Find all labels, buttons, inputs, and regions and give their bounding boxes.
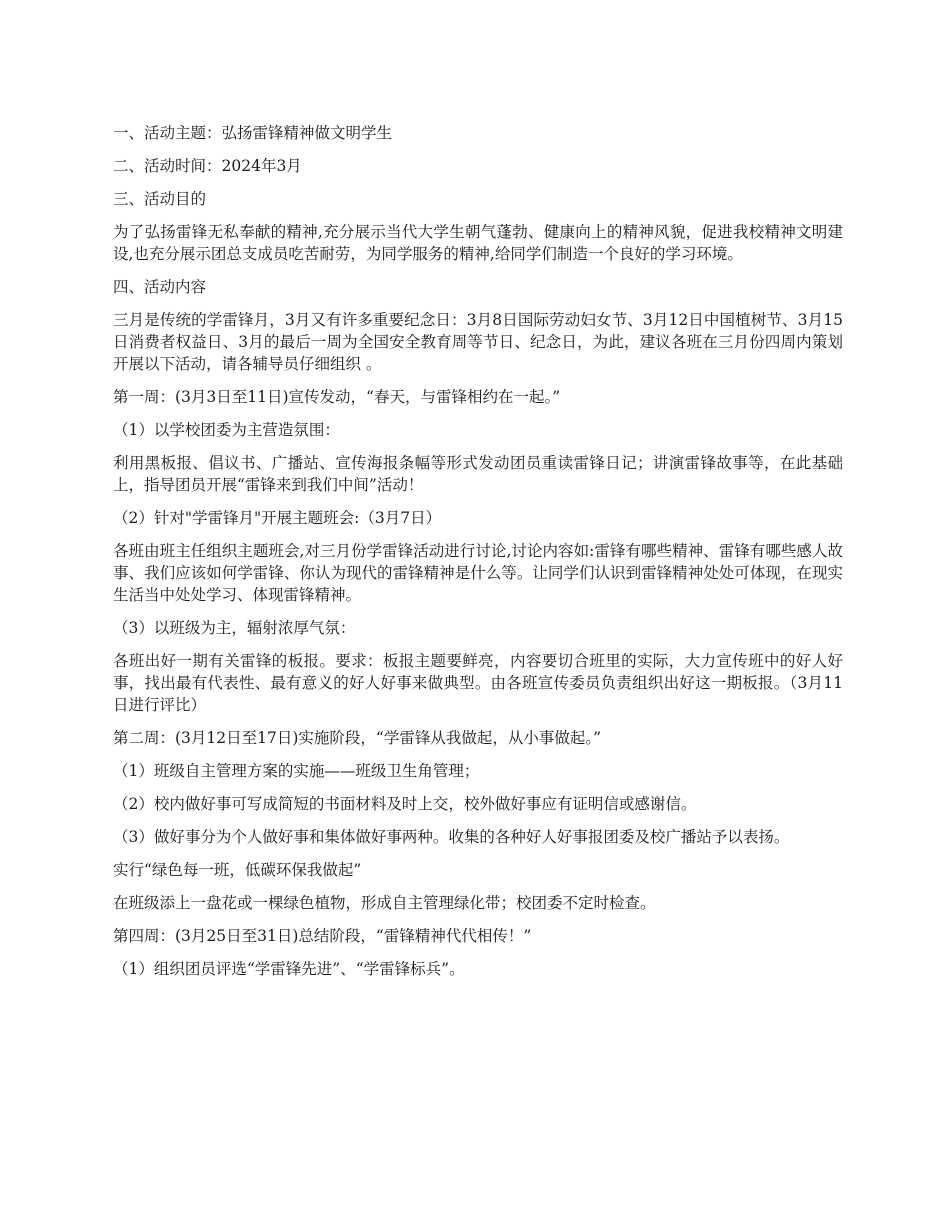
activity-purpose-text: 为了弘扬雷锋无私奉献的精神,充分展示当代大学生朝气蓬勃、健康向上的精神风貌，促进我校精神文明建设,也充分展示团总支成员吃苦耐劳，为同学服务的精神,给同学们制造一个良好的学习环境。 — [113, 223, 843, 263]
week-one-heading: 第一周：(3月3日至11日)宣传发动，“春天，与雷锋相约在一起。” — [113, 388, 561, 406]
green-class-heading: 实行“绿色每一班，低碳环保我做起” — [113, 861, 362, 879]
week-one-item-1-text: 利用黑板报、倡议书、广播站、宣传海报条幅等形式发动团员重读雷锋日记；讲演雷锋故事等，在此基础上，指导团员开展“雷锋来到我们中间”活动！ — [113, 454, 843, 494]
activity-theme-line: 一、活动主题：弘扬雷锋精神做文明学生 — [113, 124, 393, 142]
march-intro-paragraph: 三月是传统的学雷锋月，3月又有许多重要纪念日：3月8日国际劳动妇女节、3月12日中国植树节、3月15日消费者权益日、3月的最后一周为全国安全教育周等节日、纪念日，为此，建议各班在三月份四周内策划开展以下活动，请各辅导员仔细组织 。 — [113, 311, 843, 373]
week-two-item-3: （3）做好事分为个人做好事和集体做好事两种。收集的各种好人好事报团委及校广播站予以表扬。 — [113, 828, 790, 846]
week-one-item-2: （2）针对"学雷锋月"开展主题班会:（3月7日） — [113, 509, 442, 527]
week-four-item-1: （1）组织团员评选“学雷锋先进”、“学雷锋标兵”。 — [113, 960, 465, 978]
green-class-text: 在班级添上一盘花或一棵绿色植物，形成自主管理绿化带；校团委不定时检查。 — [113, 894, 656, 912]
week-one-item-1: （1）以学校团委为主营造氛围： — [113, 421, 340, 439]
activity-content-heading: 四、活动内容 — [113, 278, 207, 296]
week-two-heading: 第二周：(3月12日至17日)实施阶段，“学雷锋从我做起，从小事做起。” — [113, 729, 602, 747]
document-body — [113, 122, 843, 991]
week-one-item-3: （3）以班级为主，辐射浓厚气氛： — [113, 619, 356, 637]
week-one-item-3-text: 各班出好一期有关雷锋的板报。要求：板报主题要鲜亮，内容要切合班里的实际，大力宣传班中的好人好事，找出最有代表性、最有意义的好人好事来做典型。由各班宣传委员负责组织出好这一期板报。（3月11日进行评比） — [113, 652, 843, 714]
activity-purpose-heading: 三、活动目的 — [113, 190, 207, 208]
week-two-item-2: （2）校内做好事可写成简短的书面材料及时上交，校外做好事应有证明信或感谢信。 — [113, 795, 697, 813]
week-four-heading: 第四周：(3月25日至31日)总结阶段，“雷锋精神代代相传！” — [113, 927, 532, 945]
activity-time-line: 二、活动时间：2024年3月 — [113, 157, 302, 175]
week-two-item-1: （1）班级自主管理方案的实施——班级卫生角管理； — [113, 762, 480, 780]
week-one-item-2-text: 各班由班主任组织主题班会,对三月份学雷锋活动进行讨论,讨论内容如:雷锋有哪些精神、雷锋有哪些感人故事、我们应该如何学雷锋、你认为现代的雷锋精神是什么等。让同学们认识到雷锋精神处处可体现，在现实生活当中处处学习、体现雷锋精神。 — [113, 542, 843, 604]
